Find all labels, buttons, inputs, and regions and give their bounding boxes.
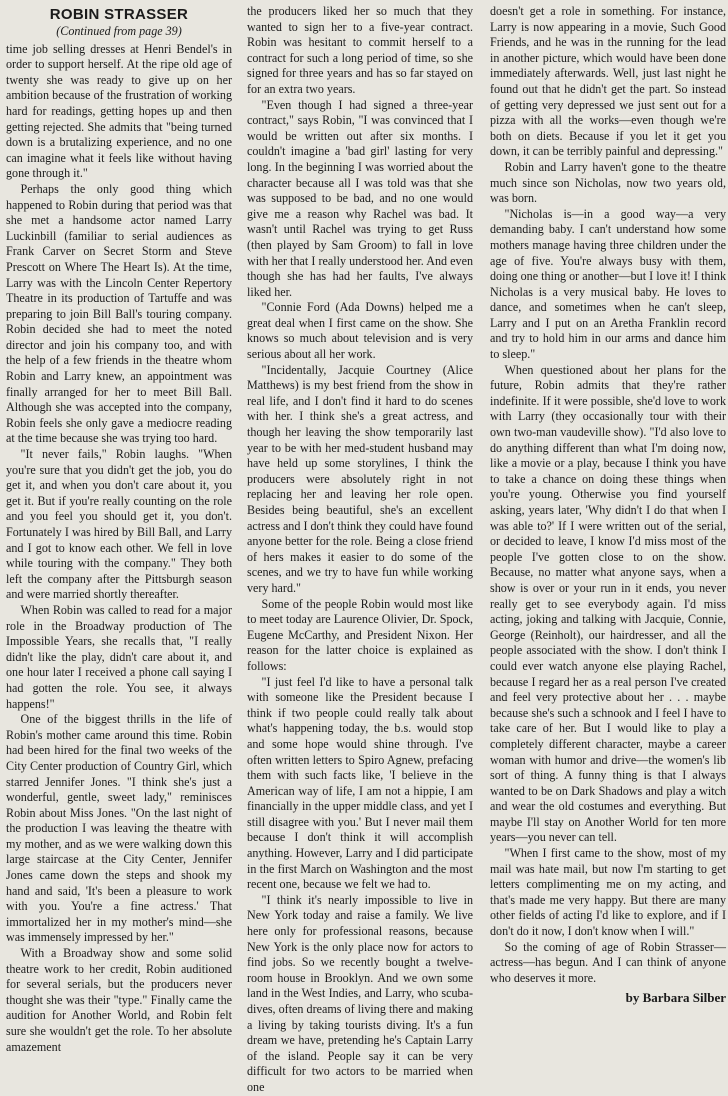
paragraph: "It never fails," Robin laughs. "When you're sure that you didn't get the job, you do get it, and when you don't care about it, you get it. But if you're really counting on the role and you feel you should get it, you don't. Fortunately I was hired by Bill Ball, and Larry and I got to know each other. We fell in love while touring with the company." They both left the company after the Pittsburgh season and were married shortly thereafter. xyxy=(6,447,232,602)
paragraph: When Robin was called to read for a major role in the Broadway production of The Impossible Years, she recalls that, "I really didn't like the play, didn't care about it, and one hour later I received a phone call saying I had gotten the role. You see, it always happens!" xyxy=(6,602,232,711)
paragraph: With a Broadway show and some solid theatre work to her credit, Robin auditioned for several serials, but the producers never thought she was their "type." Finally came the audition for Another World, and Robin felt sure she wouldn't get the role. To her absolute amazement xyxy=(6,946,232,1054)
paragraph: time job selling dresses at Henri Bendel's in order to support herself. At the ripe old age of twenty she was ready to give up on her ambition because of the frustration of working hard for readings, getting hopes up and then getting rejected. She admits that "being turned down is a brutalizing experience, and no one can imagine what it feels like without having gone through it." xyxy=(6,41,232,181)
paragraph: "I just feel I'd like to have a personal talk with someone like the President because I think if two people could really talk about what's happening today, the b.s. would stop and some hope would shine through. I've often written letters to Spiro Agnew, prefacing them with such facts like, 'I believe in the American way of life, I am not a hippie, I am financially in the upper middle class, and yet I still disagree with you.' But I never mail them because I don't think it will accomplish anything. However, Larry and I did participate in the first March on Washington and the most recent one, because we felt we had to. xyxy=(247,674,473,892)
column-1 xyxy=(6,4,232,1054)
column-3 xyxy=(490,4,726,1019)
continued-note: (Continued from page 39) xyxy=(56,24,182,38)
paragraph: "Even though I had signed a three-year contract," says Robin, "I was convinced that I would be written out after six months. I couldn't imagine a 'bad girl' lasting for very long. In the beginning I was worried about the character because all I was told was that she was supposed to be bad, and no one would give me a reason why Rachel was bad. It wasn't until Rachel was trying to get Russ (then played by Sam Groom) to fall in love with her that I really understood her. And even though she has had her faults, I've always liked her. xyxy=(247,97,473,299)
paragraph: One of the biggest thrills in the life of Robin's mother came around this time. Robin had been hired for the final two weeks of the City Center production of Country Girl, which starred Jennifer Jones. "I think she's just a wonderful, gentle, sweet lady," reminisces Robin about Miss Jones. "On the last night of the production I was leaving the theatre with my mother, and as we were walking down this large staircase at the City Center, Jennifer Jones came down the steps and shook my hand and said, 'It's been a pleasure to work with you. You're a fine actress.' That immortalized her in my mother's mind—she was immensely impressed by her." xyxy=(6,712,232,945)
paragraph: "Connie Ford (Ada Downs) helped me a great deal when I first came on the show. She knows so much about television and is very serious about all her work. xyxy=(247,300,473,362)
paragraph: "Incidentally, Jacquie Courtney (Alice Matthews) is my best friend from the show in real life, and I don't find it hard to do scenes with her. I think she's a great actress, and though her leaving the show temporarily last year to be with her med-student husband may have held up some storylines, I think the producers were absolutely right in not replacing her and leaving her role open. Besides being beautiful, she's an excellent actress and I don't think they could have found anyone better for the role. Being a close friend of hers makes it easier to do some of the scenes, and we try to have fun while working very hard." xyxy=(247,362,473,595)
paragraph: "I think it's nearly impossible to live in New York today and raise a family. We live here only for professional reasons, because New York is the only place now for actors to find jobs. So we recently bought a twelve-room house in Brooklyn. And we own some land in the West Indies, and Larry, who scuba-dives, often dreams of living there and making a living by taking tourists diving. It's a fun dream we have, pretending he's Captain Larry of the island. People say it can be very difficult for two actors to be married when one xyxy=(247,892,473,1094)
paragraph: When questioned about her plans for the future, Robin admits that they're rather indefinite. If it were possible, she'd love to work with Larry (they occasionally tour with their own two-man vaudeville show). "I'd also love to do anything different than what I'm doing now, like a movie or a play, because I think you have to take a chance on doing these things when you're young. Otherwise you find yourself asking, years later, 'Why didn't I do that when I was able to?' If I were written out of the serial, or decided to leave, I know I'd miss most of the people I've gotten close to on the show. Because, no matter what anyone says, when a show is over or your run in it ends, you never really get to see everybody again. I'd miss acting, joking and talking with Jacquie, Connie, George (Reinholt), our hairdresser, and all the people associated with the show. I don't think I could ever watch anyone else playing Rachel, because I regard her as a real person I've created and feel very protective about her . . . maybe because she's such a schnook and I feel I have to take care of her. But I would like to play a completely different character, maybe a career woman with humor and drive—the women's lib sort of thing. A funny thing is that I always wanted to be on Dark Shadows and play a witch and wear the old costumes and everything. But maybe I'll stay on Another World for ten more years—you never can tell. xyxy=(490,362,726,845)
paragraph: Perhaps the only good thing which happened to Robin during that period was that she met a handsome actor named Larry Luckinbill (familiar to serial audiences as Frank Carver on Secret Storm and Steve Prescott on Where The Heart Is). At the time, Larry was with the Lincoln Center Repertory Theatre in its production of Tartuffe and was preparing to join Bill Ball's touring company. Robin decided she had to meet the noted director and join his company too, and with the help of a few friends in the theatre whom Robin and Larry knew, an appointment was finally arranged for her to meet Bill Ball. Although she was accepted into the company, Robin feels she only gave a mediocre reading at the time because she was trying too hard. xyxy=(6,181,232,446)
paragraph: So the coming of age of Robin Strasser—actress—has begun. And I can think of anyone who deserves it more. xyxy=(490,939,726,985)
paragraph: Some of the people Robin would most like to meet today are Laurence Olivier, Dr. Spock, Eugene McCarthy, and President Nixon. Her reason for the latter choice is explained as follows: xyxy=(247,596,473,673)
paragraph: "When I first came to the show, most of my mail was hate mail, but now I'm starting to get letters complimenting me on my acting, and that's made me very happy. But there are many other fields of acting I'd like to explore, and if I don't do it now, I don't know when I will." xyxy=(490,846,726,939)
author-byline: by Barbara Silber xyxy=(625,990,726,1006)
paragraph: Robin and Larry haven't gone to the theatre much since son Nicholas, now two years old, was born. xyxy=(490,159,726,206)
paragraph: doesn't get a role in something. For instance, Larry is now appearing in a movie, Such Good Friends, and he was in the running for the lead in another picture, which would have been done immediately afterwards. Well, just last night he found out that he didn't get the part. So instead of getting very depressed we just sent out for a pizza with all the works—even though we're both on diets. Because if you let it get you down, it can be terribly painful and depressing." xyxy=(490,4,726,159)
column-2 xyxy=(247,4,473,1094)
paragraph: the producers liked her so much that they wanted to sign her to a five-year contract. Robin was hesitant to commit herself to a contract for such a long period of time, so she signed for three years and has so far stayed on for an extra two years. xyxy=(247,4,473,96)
paragraph: "Nicholas is—in a good way—a very demanding baby. I can't understand how some mothers manage having three children under the age of five. You're always busy with them, doing one thing or another—but I love it! I think Nicholas is a very musical baby. He loves to dance, and sometimes when he can't sleep, Larry and I put on an Aretha Franklin record and try to hold him in our arms and dance him to sleep." xyxy=(490,206,726,362)
article-title: ROBIN STRASSER xyxy=(49,6,189,23)
